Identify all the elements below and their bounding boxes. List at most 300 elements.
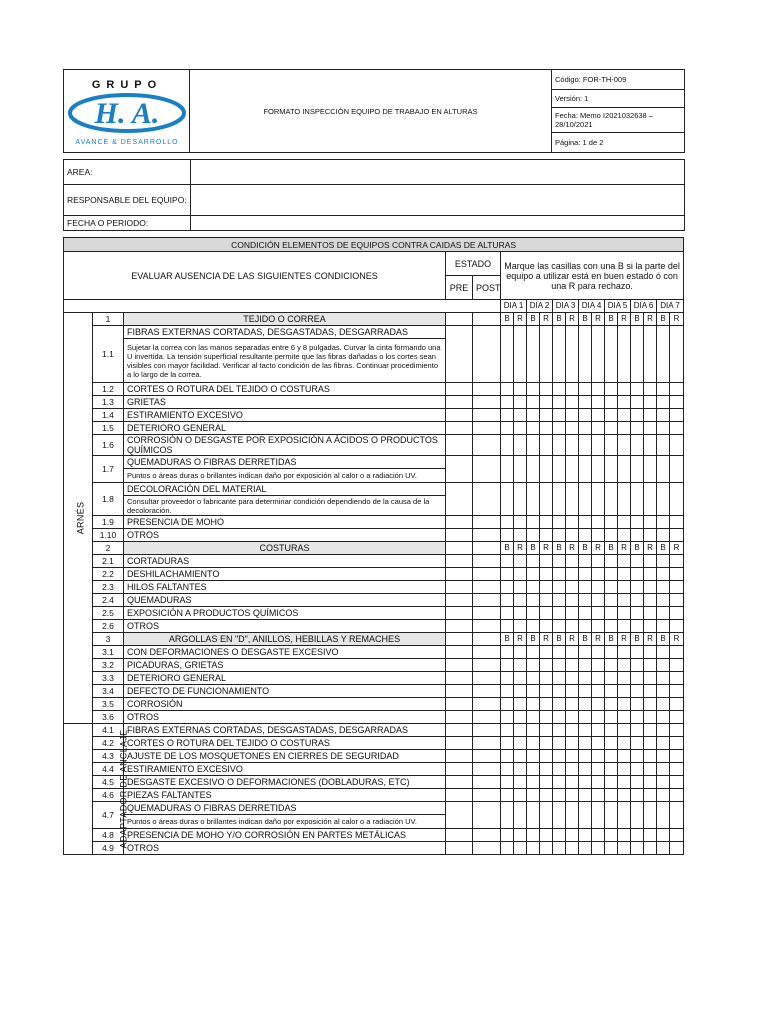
r-checkbox[interactable] [618, 646, 631, 659]
b-checkbox[interactable] [605, 409, 618, 422]
r-checkbox[interactable] [644, 737, 657, 750]
b-checkbox[interactable] [605, 620, 618, 633]
post-checkbox[interactable] [473, 607, 501, 620]
b-checkbox[interactable] [527, 776, 540, 789]
r-checkbox[interactable] [566, 568, 579, 581]
r-checkbox[interactable] [540, 802, 553, 829]
r-checkbox[interactable] [566, 581, 579, 594]
r-checkbox[interactable] [514, 659, 527, 672]
b-checkbox[interactable] [579, 620, 592, 633]
post-checkbox[interactable] [473, 829, 501, 842]
b-checkbox[interactable] [501, 483, 514, 516]
b-checkbox[interactable] [579, 802, 592, 829]
b-checkbox[interactable] [501, 581, 514, 594]
b-checkbox[interactable] [501, 802, 514, 829]
b-checkbox[interactable] [631, 829, 644, 842]
r-checkbox[interactable] [540, 594, 553, 607]
post-checkbox[interactable] [473, 802, 501, 829]
b-checkbox[interactable] [657, 659, 670, 672]
r-checkbox[interactable] [670, 763, 684, 776]
post-checkbox[interactable] [473, 724, 501, 737]
b-checkbox[interactable] [631, 789, 644, 802]
r-checkbox[interactable] [644, 646, 657, 659]
r-checkbox[interactable] [670, 594, 684, 607]
pre-checkbox[interactable] [446, 750, 473, 763]
r-checkbox[interactable] [670, 555, 684, 568]
r-checkbox[interactable] [566, 776, 579, 789]
r-checkbox[interactable] [618, 750, 631, 763]
b-checkbox[interactable] [527, 483, 540, 516]
b-checkbox[interactable] [553, 829, 566, 842]
r-checkbox[interactable] [592, 842, 605, 855]
post-checkbox[interactable] [473, 711, 501, 724]
b-checkbox[interactable] [605, 789, 618, 802]
b-checkbox[interactable] [501, 568, 514, 581]
b-checkbox[interactable] [631, 422, 644, 435]
r-checkbox[interactable] [514, 409, 527, 422]
r-checkbox[interactable] [670, 842, 684, 855]
r-checkbox[interactable] [670, 383, 684, 396]
r-checkbox[interactable] [592, 620, 605, 633]
b-checkbox[interactable] [579, 737, 592, 750]
post-checkbox[interactable] [473, 555, 501, 568]
r-checkbox[interactable] [670, 711, 684, 724]
post-checkbox[interactable] [473, 313, 501, 326]
r-checkbox[interactable] [644, 396, 657, 409]
area-field[interactable] [191, 160, 685, 185]
b-checkbox[interactable] [501, 383, 514, 396]
b-checkbox[interactable] [553, 409, 566, 422]
pre-checkbox[interactable] [446, 435, 473, 456]
r-checkbox[interactable] [670, 568, 684, 581]
r-checkbox[interactable] [670, 529, 684, 542]
post-checkbox[interactable] [473, 750, 501, 763]
r-checkbox[interactable] [670, 422, 684, 435]
b-checkbox[interactable] [631, 750, 644, 763]
r-checkbox[interactable] [566, 829, 579, 842]
r-checkbox[interactable] [618, 737, 631, 750]
r-checkbox[interactable] [618, 620, 631, 633]
b-checkbox[interactable] [527, 568, 540, 581]
b-checkbox[interactable] [553, 581, 566, 594]
b-checkbox[interactable] [605, 383, 618, 396]
b-checkbox[interactable] [605, 829, 618, 842]
r-checkbox[interactable] [540, 483, 553, 516]
r-checkbox[interactable] [540, 581, 553, 594]
r-checkbox[interactable] [566, 763, 579, 776]
b-checkbox[interactable] [605, 456, 618, 483]
r-checkbox[interactable] [592, 646, 605, 659]
b-checkbox[interactable] [657, 789, 670, 802]
b-checkbox[interactable] [553, 685, 566, 698]
period-field[interactable] [191, 216, 685, 231]
r-checkbox[interactable] [514, 516, 527, 529]
b-checkbox[interactable] [501, 711, 514, 724]
r-checkbox[interactable] [514, 594, 527, 607]
r-checkbox[interactable] [540, 568, 553, 581]
r-checkbox[interactable] [644, 685, 657, 698]
b-checkbox[interactable] [527, 383, 540, 396]
r-checkbox[interactable] [514, 763, 527, 776]
pre-checkbox[interactable] [446, 724, 473, 737]
r-checkbox[interactable] [540, 435, 553, 456]
r-checkbox[interactable] [566, 483, 579, 516]
b-checkbox[interactable] [605, 750, 618, 763]
b-checkbox[interactable] [605, 646, 618, 659]
b-checkbox[interactable] [553, 435, 566, 456]
b-checkbox[interactable] [553, 456, 566, 483]
r-checkbox[interactable] [670, 456, 684, 483]
pre-checkbox[interactable] [446, 396, 473, 409]
b-checkbox[interactable] [657, 555, 670, 568]
b-checkbox[interactable] [657, 516, 670, 529]
b-checkbox[interactable] [631, 802, 644, 829]
r-checkbox[interactable] [618, 829, 631, 842]
b-checkbox[interactable] [657, 581, 670, 594]
r-checkbox[interactable] [566, 711, 579, 724]
b-checkbox[interactable] [553, 529, 566, 542]
b-checkbox[interactable] [605, 594, 618, 607]
r-checkbox[interactable] [566, 698, 579, 711]
b-checkbox[interactable] [553, 516, 566, 529]
r-checkbox[interactable] [592, 776, 605, 789]
b-checkbox[interactable] [527, 711, 540, 724]
r-checkbox[interactable] [514, 607, 527, 620]
r-checkbox[interactable] [644, 435, 657, 456]
b-checkbox[interactable] [527, 435, 540, 456]
r-checkbox[interactable] [670, 581, 684, 594]
post-checkbox[interactable] [473, 685, 501, 698]
pre-checkbox[interactable] [446, 802, 473, 829]
b-checkbox[interactable] [657, 396, 670, 409]
r-checkbox[interactable] [540, 763, 553, 776]
pre-checkbox[interactable] [446, 776, 473, 789]
b-checkbox[interactable] [579, 383, 592, 396]
b-checkbox[interactable] [553, 698, 566, 711]
b-checkbox[interactable] [579, 698, 592, 711]
r-checkbox[interactable] [566, 435, 579, 456]
b-checkbox[interactable] [527, 698, 540, 711]
r-checkbox[interactable] [514, 698, 527, 711]
b-checkbox[interactable] [657, 483, 670, 516]
r-checkbox[interactable] [618, 483, 631, 516]
r-checkbox[interactable] [540, 456, 553, 483]
b-checkbox[interactable] [657, 737, 670, 750]
b-checkbox[interactable] [631, 581, 644, 594]
r-checkbox[interactable] [566, 456, 579, 483]
b-checkbox[interactable] [605, 422, 618, 435]
b-checkbox[interactable] [657, 594, 670, 607]
b-checkbox[interactable] [657, 326, 670, 383]
r-checkbox[interactable] [618, 581, 631, 594]
r-checkbox[interactable] [514, 396, 527, 409]
b-checkbox[interactable] [605, 581, 618, 594]
b-checkbox[interactable] [553, 763, 566, 776]
b-checkbox[interactable] [605, 555, 618, 568]
r-checkbox[interactable] [644, 802, 657, 829]
r-checkbox[interactable] [540, 326, 553, 383]
b-checkbox[interactable] [553, 646, 566, 659]
b-checkbox[interactable] [553, 396, 566, 409]
r-checkbox[interactable] [514, 383, 527, 396]
pre-checkbox[interactable] [446, 763, 473, 776]
b-checkbox[interactable] [657, 409, 670, 422]
b-checkbox[interactable] [631, 435, 644, 456]
b-checkbox[interactable] [631, 711, 644, 724]
r-checkbox[interactable] [514, 620, 527, 633]
r-checkbox[interactable] [644, 568, 657, 581]
pre-checkbox[interactable] [446, 829, 473, 842]
r-checkbox[interactable] [644, 763, 657, 776]
r-checkbox[interactable] [670, 724, 684, 737]
b-checkbox[interactable] [501, 672, 514, 685]
post-checkbox[interactable] [473, 383, 501, 396]
b-checkbox[interactable] [527, 737, 540, 750]
b-checkbox[interactable] [631, 776, 644, 789]
pre-checkbox[interactable] [446, 313, 473, 326]
r-checkbox[interactable] [566, 685, 579, 698]
post-checkbox[interactable] [473, 326, 501, 383]
r-checkbox[interactable] [618, 555, 631, 568]
b-checkbox[interactable] [553, 483, 566, 516]
b-checkbox[interactable] [631, 529, 644, 542]
r-checkbox[interactable] [514, 789, 527, 802]
r-checkbox[interactable] [670, 409, 684, 422]
b-checkbox[interactable] [631, 326, 644, 383]
pre-checkbox[interactable] [446, 422, 473, 435]
b-checkbox[interactable] [605, 724, 618, 737]
b-checkbox[interactable] [605, 763, 618, 776]
r-checkbox[interactable] [644, 326, 657, 383]
r-checkbox[interactable] [540, 422, 553, 435]
r-checkbox[interactable] [644, 724, 657, 737]
r-checkbox[interactable] [540, 776, 553, 789]
b-checkbox[interactable] [579, 842, 592, 855]
r-checkbox[interactable] [618, 685, 631, 698]
b-checkbox[interactable] [605, 568, 618, 581]
r-checkbox[interactable] [592, 516, 605, 529]
b-checkbox[interactable] [527, 516, 540, 529]
b-checkbox[interactable] [631, 607, 644, 620]
r-checkbox[interactable] [592, 672, 605, 685]
b-checkbox[interactable] [527, 829, 540, 842]
b-checkbox[interactable] [553, 842, 566, 855]
b-checkbox[interactable] [553, 802, 566, 829]
r-checkbox[interactable] [540, 698, 553, 711]
r-checkbox[interactable] [566, 789, 579, 802]
pre-checkbox[interactable] [446, 620, 473, 633]
b-checkbox[interactable] [527, 396, 540, 409]
r-checkbox[interactable] [592, 383, 605, 396]
r-checkbox[interactable] [644, 842, 657, 855]
r-checkbox[interactable] [592, 802, 605, 829]
r-checkbox[interactable] [540, 685, 553, 698]
b-checkbox[interactable] [631, 698, 644, 711]
r-checkbox[interactable] [592, 711, 605, 724]
r-checkbox[interactable] [566, 422, 579, 435]
r-checkbox[interactable] [592, 396, 605, 409]
b-checkbox[interactable] [501, 435, 514, 456]
r-checkbox[interactable] [670, 396, 684, 409]
pre-checkbox[interactable] [446, 607, 473, 620]
b-checkbox[interactable] [553, 620, 566, 633]
r-checkbox[interactable] [670, 776, 684, 789]
r-checkbox[interactable] [592, 685, 605, 698]
b-checkbox[interactable] [501, 456, 514, 483]
b-checkbox[interactable] [501, 555, 514, 568]
b-checkbox[interactable] [527, 581, 540, 594]
r-checkbox[interactable] [514, 568, 527, 581]
r-checkbox[interactable] [540, 620, 553, 633]
b-checkbox[interactable] [605, 659, 618, 672]
post-checkbox[interactable] [473, 542, 501, 555]
r-checkbox[interactable] [514, 555, 527, 568]
r-checkbox[interactable] [540, 672, 553, 685]
post-checkbox[interactable] [473, 581, 501, 594]
b-checkbox[interactable] [657, 829, 670, 842]
pre-checkbox[interactable] [446, 659, 473, 672]
r-checkbox[interactable] [540, 789, 553, 802]
post-checkbox[interactable] [473, 594, 501, 607]
pre-checkbox[interactable] [446, 646, 473, 659]
b-checkbox[interactable] [579, 594, 592, 607]
r-checkbox[interactable] [592, 763, 605, 776]
b-checkbox[interactable] [631, 842, 644, 855]
b-checkbox[interactable] [527, 646, 540, 659]
b-checkbox[interactable] [553, 555, 566, 568]
b-checkbox[interactable] [657, 383, 670, 396]
pre-checkbox[interactable] [446, 456, 473, 483]
pre-checkbox[interactable] [446, 542, 473, 555]
r-checkbox[interactable] [670, 829, 684, 842]
pre-checkbox[interactable] [446, 326, 473, 383]
post-checkbox[interactable] [473, 396, 501, 409]
post-checkbox[interactable] [473, 646, 501, 659]
b-checkbox[interactable] [501, 607, 514, 620]
r-checkbox[interactable] [618, 529, 631, 542]
r-checkbox[interactable] [670, 750, 684, 763]
r-checkbox[interactable] [618, 568, 631, 581]
b-checkbox[interactable] [579, 607, 592, 620]
b-checkbox[interactable] [631, 594, 644, 607]
r-checkbox[interactable] [540, 529, 553, 542]
b-checkbox[interactable] [527, 529, 540, 542]
r-checkbox[interactable] [592, 529, 605, 542]
b-checkbox[interactable] [657, 607, 670, 620]
b-checkbox[interactable] [605, 711, 618, 724]
r-checkbox[interactable] [540, 659, 553, 672]
b-checkbox[interactable] [579, 829, 592, 842]
post-checkbox[interactable] [473, 422, 501, 435]
r-checkbox[interactable] [566, 724, 579, 737]
r-checkbox[interactable] [670, 698, 684, 711]
r-checkbox[interactable] [540, 724, 553, 737]
r-checkbox[interactable] [618, 724, 631, 737]
b-checkbox[interactable] [553, 737, 566, 750]
b-checkbox[interactable] [631, 516, 644, 529]
r-checkbox[interactable] [592, 737, 605, 750]
r-checkbox[interactable] [592, 422, 605, 435]
r-checkbox[interactable] [670, 659, 684, 672]
b-checkbox[interactable] [657, 529, 670, 542]
r-checkbox[interactable] [540, 711, 553, 724]
r-checkbox[interactable] [566, 409, 579, 422]
r-checkbox[interactable] [670, 516, 684, 529]
b-checkbox[interactable] [657, 568, 670, 581]
post-checkbox[interactable] [473, 435, 501, 456]
pre-checkbox[interactable] [446, 555, 473, 568]
r-checkbox[interactable] [618, 456, 631, 483]
r-checkbox[interactable] [514, 711, 527, 724]
r-checkbox[interactable] [644, 422, 657, 435]
r-checkbox[interactable] [618, 383, 631, 396]
b-checkbox[interactable] [553, 568, 566, 581]
r-checkbox[interactable] [644, 409, 657, 422]
r-checkbox[interactable] [514, 802, 527, 829]
b-checkbox[interactable] [579, 750, 592, 763]
b-checkbox[interactable] [527, 594, 540, 607]
r-checkbox[interactable] [592, 326, 605, 383]
b-checkbox[interactable] [579, 776, 592, 789]
r-checkbox[interactable] [618, 802, 631, 829]
r-checkbox[interactable] [514, 456, 527, 483]
r-checkbox[interactable] [592, 829, 605, 842]
r-checkbox[interactable] [566, 326, 579, 383]
post-checkbox[interactable] [473, 483, 501, 516]
r-checkbox[interactable] [670, 646, 684, 659]
r-checkbox[interactable] [514, 646, 527, 659]
b-checkbox[interactable] [657, 435, 670, 456]
b-checkbox[interactable] [527, 750, 540, 763]
pre-checkbox[interactable] [446, 409, 473, 422]
b-checkbox[interactable] [527, 555, 540, 568]
b-checkbox[interactable] [579, 396, 592, 409]
b-checkbox[interactable] [553, 789, 566, 802]
r-checkbox[interactable] [540, 607, 553, 620]
b-checkbox[interactable] [553, 711, 566, 724]
b-checkbox[interactable] [605, 672, 618, 685]
b-checkbox[interactable] [579, 581, 592, 594]
b-checkbox[interactable] [579, 646, 592, 659]
b-checkbox[interactable] [657, 422, 670, 435]
r-checkbox[interactable] [618, 711, 631, 724]
b-checkbox[interactable] [553, 422, 566, 435]
b-checkbox[interactable] [527, 607, 540, 620]
b-checkbox[interactable] [605, 698, 618, 711]
post-checkbox[interactable] [473, 789, 501, 802]
r-checkbox[interactable] [644, 711, 657, 724]
r-checkbox[interactable] [618, 672, 631, 685]
b-checkbox[interactable] [501, 776, 514, 789]
r-checkbox[interactable] [670, 483, 684, 516]
pre-checkbox[interactable] [446, 383, 473, 396]
b-checkbox[interactable] [657, 724, 670, 737]
r-checkbox[interactable] [618, 326, 631, 383]
r-checkbox[interactable] [592, 750, 605, 763]
post-checkbox[interactable] [473, 620, 501, 633]
r-checkbox[interactable] [514, 581, 527, 594]
b-checkbox[interactable] [501, 409, 514, 422]
b-checkbox[interactable] [501, 763, 514, 776]
post-checkbox[interactable] [473, 633, 501, 646]
r-checkbox[interactable] [618, 435, 631, 456]
b-checkbox[interactable] [579, 711, 592, 724]
b-checkbox[interactable] [657, 672, 670, 685]
r-checkbox[interactable] [644, 607, 657, 620]
r-checkbox[interactable] [592, 456, 605, 483]
b-checkbox[interactable] [631, 568, 644, 581]
b-checkbox[interactable] [657, 456, 670, 483]
